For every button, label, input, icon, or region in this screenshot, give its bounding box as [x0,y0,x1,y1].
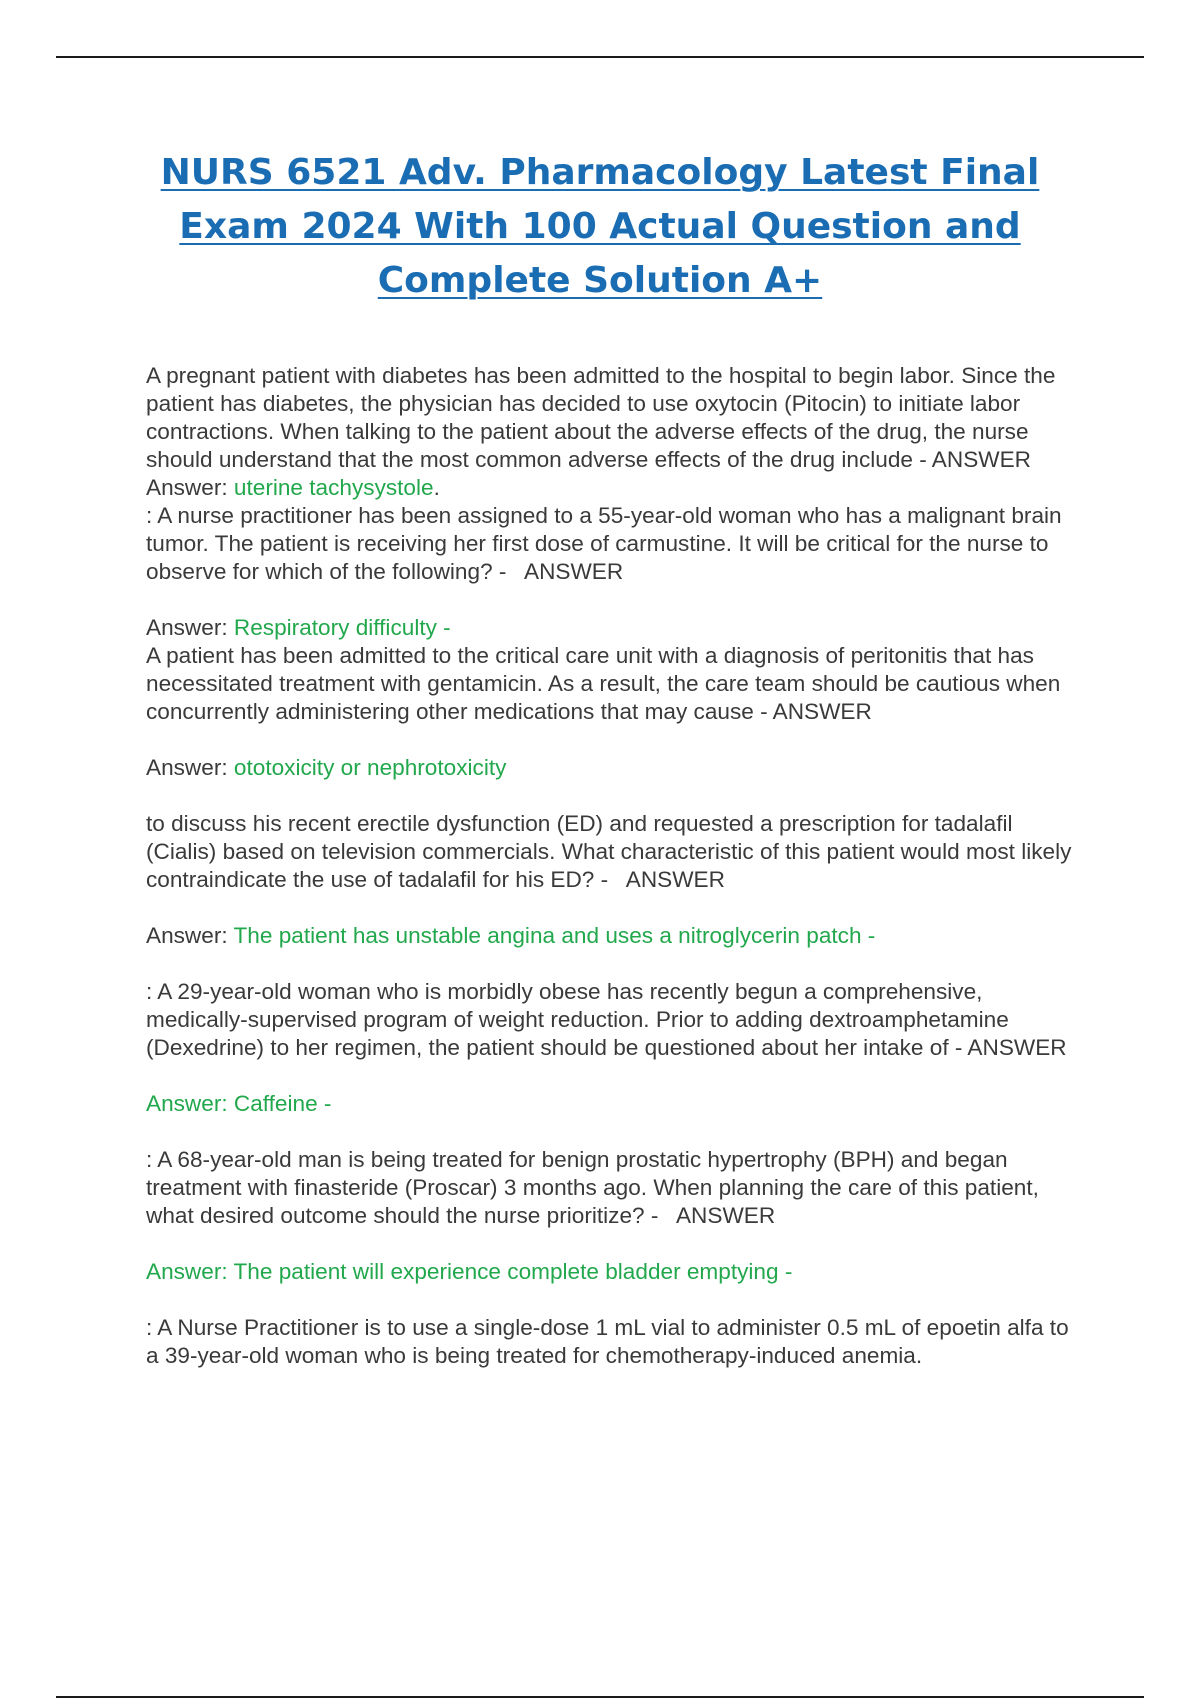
spacer [146,1062,1086,1090]
spacer [146,726,1086,754]
answer-line [146,922,1086,950]
spacer [146,1118,1086,1146]
answer-label: Answer: [146,615,234,640]
question-text: A patient has been admitted to the critical care unit with a diagnosis of peritonitis that has necessitated treatment with gentamicin. As a result, the care team should be cautious when concurrently administering other medications that may cause - ANSWER [146,643,1067,724]
answer-label: Answer: [146,923,234,948]
answer-suffix: . [433,475,440,500]
answer-label: Answer: [146,755,234,780]
question-text: : A nurse practitioner has been assigned to a 55-year-old woman who has a malignant brain tumor. The patient is receiving her first dose of carmustine. It will be critical for the nurse to observe for which of the following? - ANSWER [146,503,1068,584]
answer-line [146,614,1086,642]
question-text: : A 68-year-old man is being treated for benign prostatic hypertrophy (BPH) and began treatment with finasteride (Proscar) 3 months ago. When planning the care of this patient, what desired outcome should the nurse prioritize? - ANSWER [146,1147,1046,1228]
bottom-rule [56,1696,1144,1698]
spacer [146,894,1086,922]
document-body [146,362,1086,1370]
question-text: A pregnant patient with diabetes has been admitted to the hospital to begin labor. Since the patient has diabetes, the physician has decided to use oxytocin (Pitocin) to initiate labor contractions. When talking to the patient about the adverse effects of the drug, the nurse should understand that the most common adverse effects of the drug include - ANSWER [146,363,1062,472]
question-text: : A 29-year-old woman who is morbidly obese has recently begun a comprehensive, medically-supervised program of weight reduction. Prior to adding dextroamphetamine (Dexedrine) to her regimen, the patient should be questioned about her intake of - ANSWER [146,979,1067,1060]
spacer [146,1230,1086,1258]
document-title: NURS 6521 Adv. Pharmacology Latest Final Exam 2024 With 100 Actual Question and Complete Solution A+ [160,152,1040,301]
top-rule [56,56,1144,58]
answer-line: Answer: The patient will experience complete bladder emptying - [146,1259,793,1284]
spacer [146,950,1086,978]
answer-label: Answer: [146,475,234,500]
answer-line: Answer: Caffeine - [146,1091,332,1116]
answer-text: ototoxicity or nephrotoxicity [233,755,507,780]
question-text: to discuss his recent erectile dysfunction (ED) and requested a prescription for tadalafil (Cialis) based on television commercials. What characteristic of this patient would most likely contraindicate the use of tadalafil for his ED? - ANSWER [146,811,1078,892]
answer-text: Respiratory difficulty - [233,615,451,640]
answer-line [146,474,1086,502]
answer-line [146,754,1086,782]
question-text: : A Nurse Practitioner is to use a single-dose 1 mL vial to administer 0.5 mL of epoetin alfa to a 39-year-old woman who is being treated for chemotherapy-induced anemia. [146,1315,1075,1368]
spacer [146,1286,1086,1314]
answer-text: uterine tachysystole [233,475,434,500]
spacer [146,782,1086,810]
spacer [146,586,1086,614]
answer-text: The patient has unstable angina and uses a nitroglycerin patch - [233,923,876,948]
